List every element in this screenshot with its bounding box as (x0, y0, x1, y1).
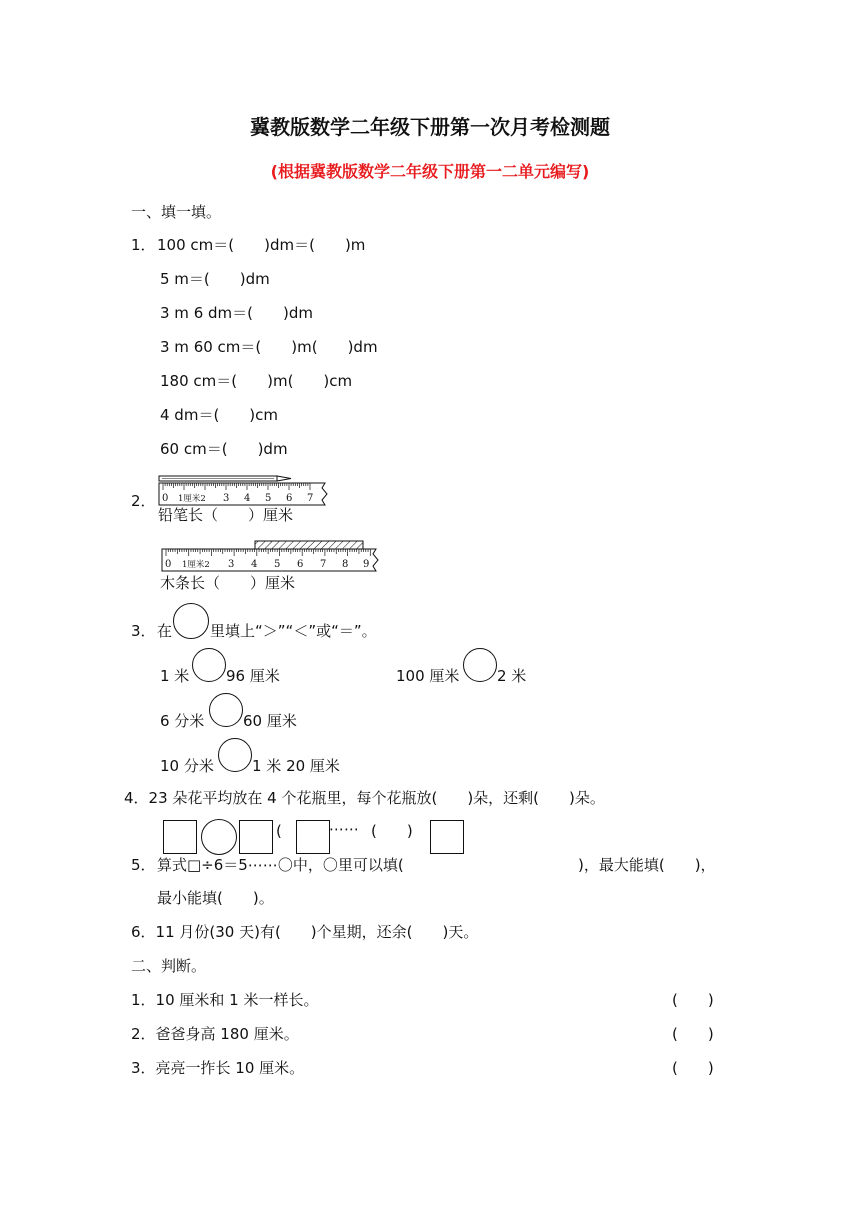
ruler-with-wood (160, 540, 382, 576)
answer-circle[interactable] (201, 819, 237, 855)
ruler-wood-figure (160, 540, 382, 576)
answer-box[interactable] (239, 820, 273, 854)
paren-pair: ( ) (371, 822, 413, 840)
judge-item: 1．10 厘米和 1 米一样长。 (131, 991, 319, 1009)
compare-left: 10 分米 (160, 757, 214, 775)
answer-box[interactable] (163, 820, 197, 854)
page-title: 冀教版数学二年级下册第一次月考检测题 (250, 115, 610, 139)
ruler-number: 5 (265, 493, 272, 504)
ruler-number: 4 (251, 559, 258, 570)
ruler-number: 8 (342, 559, 349, 570)
answer-box[interactable] (430, 820, 464, 854)
q1-line: 3 m 60 cm＝( )m( )dm (160, 338, 378, 356)
ruler-number: 7 (307, 493, 314, 504)
q1-line: 180 cm＝( )m( )cm (160, 372, 353, 390)
compare-left: 6 分米 (160, 712, 205, 730)
section-heading-judge: 二、判断。 (131, 957, 207, 975)
ruler-number: 6 (297, 559, 304, 570)
section-heading-fill: 一、填一填。 (131, 203, 222, 221)
q1-line: 60 cm＝( )dm (160, 440, 288, 458)
ruler-pencil-figure (157, 474, 335, 510)
compare-right: 1 米 20 厘米 (252, 757, 340, 775)
ruler-with-pencil (157, 474, 335, 510)
ruler-number: 3 (223, 493, 230, 504)
answer-circle[interactable] (218, 738, 252, 772)
q3-number: 3． (131, 622, 156, 640)
q1-line: 100 cm＝( )dm＝( )m (157, 236, 366, 254)
q2-number: 2． (131, 492, 156, 510)
answer-circle[interactable] (463, 648, 497, 682)
page-subtitle: (根据冀教版数学二年级下册第一二单元编写) (270, 162, 590, 181)
ruler-number: 0 (162, 493, 169, 504)
ellipsis: ⋯⋯ (329, 820, 359, 838)
ruler-number: 4 (244, 493, 251, 504)
compare-right: 2 米 (497, 667, 527, 685)
answer-circle (173, 603, 209, 639)
paren-open: ( (276, 822, 282, 840)
judge-blank[interactable]: ( ) (672, 991, 714, 1009)
q3-intro-after: 里填上“＞”“＜”或“＝”。 (210, 622, 377, 640)
pencil-length-label: 铅笔长（ ）厘米 (158, 506, 294, 524)
judge-blank[interactable]: ( ) (672, 1059, 714, 1077)
ruler-number: 0 (165, 559, 172, 570)
wood-length-label: 木条长（ ）厘米 (160, 574, 296, 592)
q1-line: 4 dm＝( )cm (160, 406, 279, 424)
compare-right: 96 厘米 (226, 667, 280, 685)
pencil-icon (159, 476, 291, 481)
q1-number: 1． (131, 236, 156, 254)
judge-blank[interactable]: ( ) (672, 1025, 714, 1043)
answer-circle[interactable] (192, 648, 226, 682)
judge-item: 3．亮亮一拃长 10 厘米。 (131, 1059, 305, 1077)
judge-item: 2．爸爸身高 180 厘米。 (131, 1025, 299, 1043)
q1-line: 3 m 6 dm＝( )dm (160, 304, 313, 322)
answer-box[interactable] (296, 820, 330, 854)
q5-line2: 最小能填( )。 (157, 889, 274, 907)
ruler-number: 1厘米2 (182, 560, 210, 570)
compare-left: 100 厘米 (396, 667, 460, 685)
ruler-number: 5 (274, 559, 281, 570)
q6-text: 6．11 月份(30 天)有( )个星期，还余( )天。 (131, 923, 479, 941)
q4-text: 4．23 朵花平均放在 4 个花瓶里，每个花瓶放( )朵，还剩( )朵。 (124, 789, 605, 807)
wood-strip (255, 541, 363, 549)
ruler-number: 3 (228, 559, 235, 570)
ruler-number: 9 (363, 559, 370, 570)
q5-line1-b: )，最大能填( )， (578, 856, 716, 874)
answer-circle[interactable] (209, 693, 243, 727)
compare-right: 60 厘米 (243, 712, 297, 730)
ruler-number: 7 (320, 559, 327, 570)
ruler-number: 1厘米2 (178, 494, 206, 504)
compare-left: 1 米 (160, 667, 190, 685)
q5-number: 5． (131, 856, 156, 874)
ruler-number: 6 (286, 493, 293, 504)
q3-intro-before: 在 (157, 622, 173, 640)
q5-line1-a: 算式□÷6＝5⋯⋯〇中，〇里可以填( (157, 856, 404, 874)
q1-line: 5 m＝( )dm (160, 270, 270, 288)
